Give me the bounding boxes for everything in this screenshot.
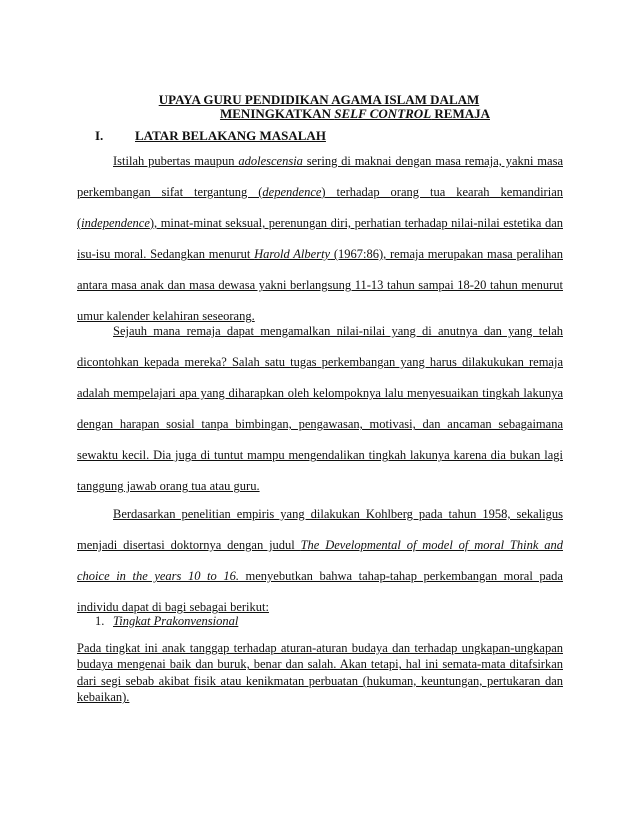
- paragraph-1: [77, 146, 563, 333]
- p1-g: ), minat-minat seksual, perenungan diri, perhatian terhadap nilai-nilai estetika dan isu-isu moral. Sedangkan menurut: [77, 216, 563, 262]
- p3-c: menyebutkan bahwa tahap-tahap perkembangan moral pada individu dapat di bagi sebagai berikut:: [77, 569, 563, 615]
- p1-c: sering di maknai dengan masa remaja, yakni masa perkembangan sifat tergantung (: [77, 154, 563, 200]
- p1-i: (1967:86), remaja merupakan masa peralihan antara masa anak dan masa dewasa yakni berlangsung 11-13 tahun sampai 18-20 tahun menurut umur kalender kelahiran seseorang.: [77, 247, 563, 324]
- p1-e: ) terhadap orang tua kearah kemandirian (: [77, 185, 563, 231]
- subheading-number: 1.: [95, 614, 105, 628]
- section-heading-text: LATAR BELAKANG MASALAH: [135, 128, 326, 143]
- p1-f: independence: [81, 216, 150, 231]
- paragraph-4: Pada tingkat ini anak tanggap terhadap aturan-aturan budaya dan terhadap ungkapan-ungkapan budaya mengenai baik dan buruk, benar dan salah. Akan tetapi, hal ini semata-mata ditafsirkan dari segi sebab akibat fisik atau kenikmatan perbuatan (hukuman, keuntungan, pertukaran dan kebaikan).: [77, 641, 563, 705]
- section-number: I.: [95, 128, 104, 143]
- p1-b: adolescensia: [238, 154, 303, 168]
- title-line-2-italic: SELF CONTROL: [334, 106, 432, 121]
- p3-b: The Developmental of model of moral Think and choice in the years 10 to 16.: [77, 538, 563, 584]
- title-line-2: [0, 106, 638, 121]
- p1-h: Harold Alberty: [254, 247, 331, 262]
- section-heading: [95, 128, 326, 144]
- p3-a: Berdasarkan penelitian empiris yang dilakukan Kohlberg pada tahun 1958, sekaligus menjadi disertasi doktornya dengan judul: [77, 507, 563, 553]
- title-line-1: UPAYA GURU PENDIDIKAN AGAMA ISLAM DALAM: [158, 92, 480, 107]
- p1-d: dependence: [262, 185, 322, 200]
- paragraph-2: [77, 316, 563, 503]
- p2-text: Sejauh mana remaja dapat mengamalkan nilai-nilai yang di anutnya dan yang telah dicontohkan kepada mereka? Salah satu tugas perkembangan yang harus dilakukukan remaja adalah mempelajari apa yang diharapkan oleh kelompoknya lalu menyesuaikan tingkah lakunya dengan harapan sosial tanpa bimbingan, pengawasan, motivasi, dan ancaman sebagaimana sewaktu kecil. Dia juga di tuntut mampu mengendalikan tingkah lakunya karena dia bukan lagi tanggung jawab orang tua atau guru.: [77, 324, 563, 494]
- title-line-2-prefix: MENINGKATKAN: [219, 106, 335, 121]
- subheading: [95, 614, 238, 629]
- subheading-text: Tingkat Prakonvensional: [113, 614, 239, 628]
- p1-a: Istilah pubertas maupun: [113, 154, 239, 168]
- paragraph-3: [77, 499, 563, 623]
- title-line-2-suffix: REMAJA: [431, 106, 490, 121]
